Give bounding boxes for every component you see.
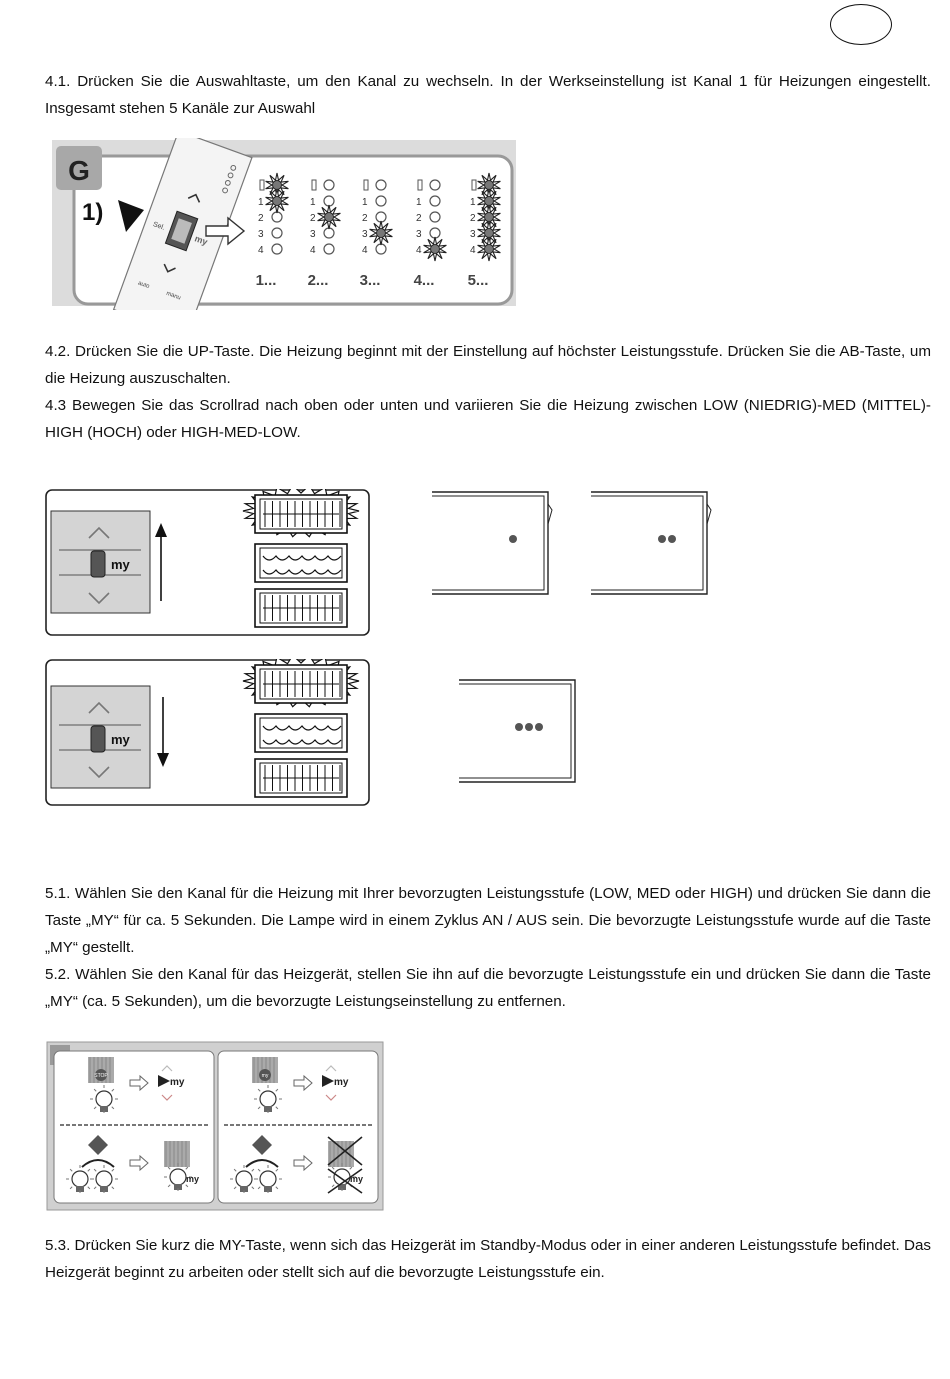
channel-number: 2 <box>258 213 264 224</box>
lamp-icon <box>96 1091 112 1107</box>
my-label: my <box>170 1077 185 1088</box>
channel-number: 2 <box>362 213 368 224</box>
led-lit <box>485 197 494 206</box>
heater-element <box>255 759 347 797</box>
channel-number: 1 <box>258 197 264 208</box>
heater-stack <box>243 489 359 627</box>
my-button-figure <box>46 1041 386 1213</box>
section-5-1-5-2 <box>45 880 931 1015</box>
heater-element <box>255 589 347 627</box>
level-dot <box>509 535 517 543</box>
channel-selection-figure <box>48 138 522 310</box>
heater-stack <box>243 659 359 797</box>
remote-sel-label: Sel. <box>151 221 166 232</box>
section-5-3 <box>45 1232 931 1286</box>
channel-number: 1 <box>310 197 316 208</box>
scroll-down-figure <box>45 659 373 809</box>
channel-number: 4 <box>416 245 422 256</box>
channel-label: 5... <box>467 272 489 289</box>
led-lit <box>485 229 494 238</box>
level-med-panel <box>589 490 717 600</box>
section-4-1 <box>45 68 931 122</box>
channel-number: 3 <box>416 229 422 240</box>
channel-label: 2... <box>307 272 329 289</box>
channel-number: 2 <box>470 213 476 224</box>
led-lit <box>485 213 494 222</box>
remote-auto-label: auto <box>137 280 151 291</box>
paragraph-5-2: 5.2. Wählen Sie den Kanal für das Heizgerät, stellen Sie ihn auf die bevorzugte Leistungsstufe ein und drücken Sie dann die Taste „MY“ (ca. 5 Sekunden), um die bevorzugte Leistungseinstellung zu entfernen. <box>45 966 931 1010</box>
lamp-icon <box>260 1091 276 1107</box>
heater-element <box>255 665 347 703</box>
lamp-icon <box>96 1171 112 1187</box>
figure-badge-label: G <box>68 155 90 186</box>
scroll-up-figure <box>45 489 373 639</box>
remote-manu-label: manu <box>165 290 182 302</box>
level-dot <box>535 723 543 731</box>
step-label: 1) <box>82 199 104 226</box>
page-language-oval <box>830 4 892 45</box>
stop-label: my <box>261 1073 269 1079</box>
level-dot <box>668 535 676 543</box>
channel-label: 1... <box>255 272 277 289</box>
level-dot <box>658 535 666 543</box>
lamp-icon <box>236 1171 252 1187</box>
heater-element <box>255 714 347 752</box>
paragraph-4-2: 4.2. Drücken Sie die UP-Taste. Die Heizung beginnt mit der Einstellung auf höchster Leistungsstufe. Drücken Sie die AB-Taste, um die Heizung auszuschalten. <box>45 343 931 387</box>
channel-number: 4 <box>362 245 368 256</box>
level-dot <box>525 723 533 731</box>
channel-label: 4... <box>413 272 435 289</box>
scroll-my-label: my <box>111 732 130 747</box>
level-dot <box>515 723 523 731</box>
channel-number: 3 <box>362 229 368 240</box>
led-lit <box>377 229 386 238</box>
led-lit <box>325 213 334 222</box>
lamp-icon <box>170 1169 186 1185</box>
channel-number: 4 <box>310 245 316 256</box>
lamp-icon <box>72 1171 88 1187</box>
section-4-2-4-3 <box>45 338 931 446</box>
scroll-wheel <box>91 551 105 577</box>
led-lit <box>485 181 494 190</box>
channel-number: 2 <box>416 213 422 224</box>
my-label: my <box>334 1077 349 1088</box>
channel-number: 1 <box>470 197 476 208</box>
paragraph-5-1: 5.1. Wählen Sie den Kanal für die Heizung mit Ihrer bevorzugten Leistungsstufe (LOW, MED oder HIGH) und drücken Sie dann die Taste „MY“ für ca. 5 Sekunden. Die Lampe wird in einem Zyklus AN / AUS sein. Die bevorzugte Leistungsstufe wurde auf die Taste „MY“ gestellt. <box>45 885 931 956</box>
channel-number: 4 <box>258 245 264 256</box>
my-label: my <box>186 1174 200 1184</box>
heater-element <box>255 544 347 582</box>
level-low-panel <box>430 490 558 600</box>
channel-label: 3... <box>359 272 381 289</box>
led-lit <box>273 197 282 206</box>
channel-number: 1 <box>416 197 422 208</box>
my-label: my <box>350 1174 364 1184</box>
level-high-panel <box>457 678 585 788</box>
scroll-my-label: my <box>111 557 130 572</box>
paragraph-4-1: 4.1. Drücken Sie die Auswahltaste, um den Kanal zu wechseln. In der Werkseinstellung ist Kanal 1 für Heizungen eingestellt. Insgesamt stehen 5 Kanäle zur Auswahl <box>45 73 931 117</box>
led-lit <box>431 245 440 254</box>
channel-number: 4 <box>470 245 476 256</box>
channel-number: 3 <box>258 229 264 240</box>
stop-label: STOP <box>94 1073 108 1079</box>
paragraph-5-3: 5.3. Drücken Sie kurz die MY-Taste, wenn sich das Heizgerät im Standby-Modus oder in einer anderen Leistungsstufe befindet. Das Heizgerät beginnt zu arbeiten oder stellt sich auf die bevorzugte Leistungsstufe ein. <box>45 1237 931 1281</box>
channel-number: 3 <box>310 229 316 240</box>
scroll-wheel <box>91 726 105 752</box>
channel-number: 3 <box>470 229 476 240</box>
channel-number: 2 <box>310 213 316 224</box>
led-lit <box>485 245 494 254</box>
heater-element <box>255 495 347 533</box>
led-lit <box>273 181 282 190</box>
remote-my-label: my <box>193 233 209 248</box>
lamp-icon <box>260 1171 276 1187</box>
channel-number: 1 <box>362 197 368 208</box>
paragraph-4-3: 4.3 Bewegen Sie das Scrollrad nach oben oder unten und variieren Sie die Heizung zwischen LOW (NIEDRIG)-MED (MITTEL)-HIGH (HOCH) oder HIGH-MED-LOW. <box>45 397 931 441</box>
